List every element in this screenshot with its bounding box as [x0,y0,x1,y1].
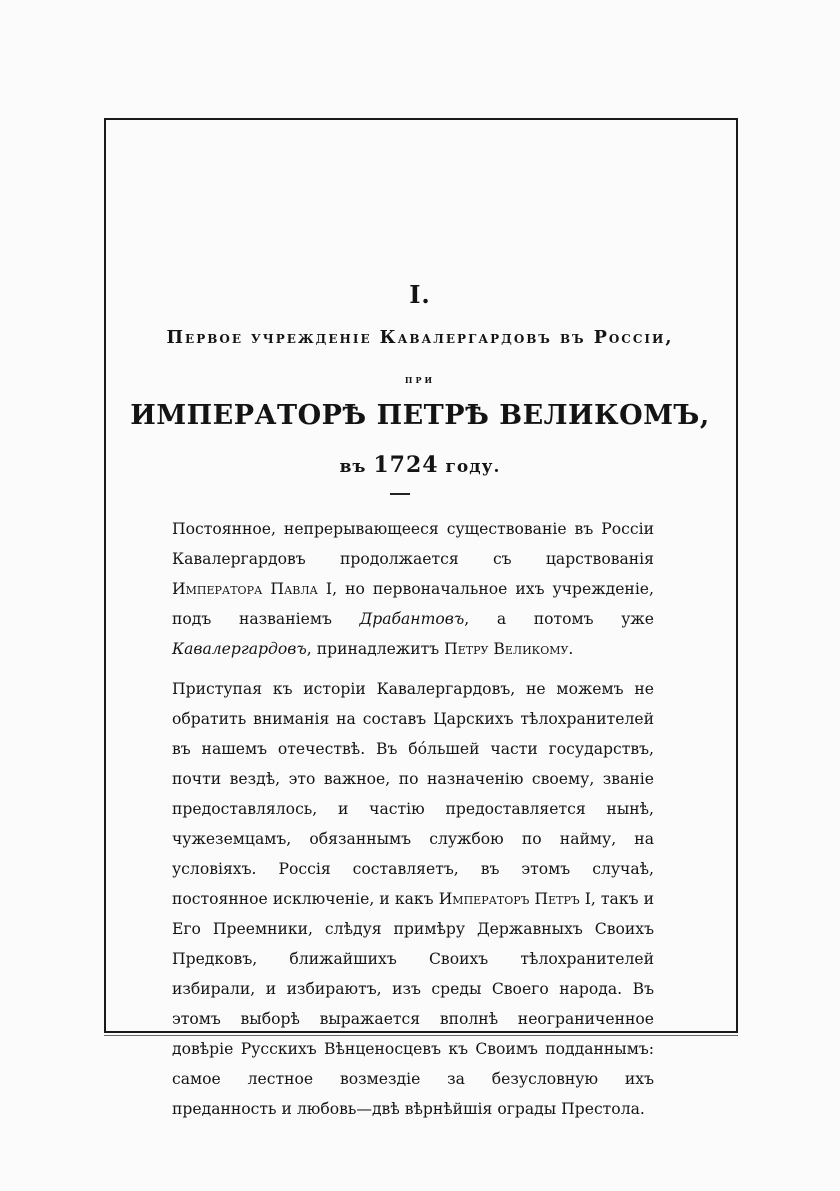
p1-s6: Кавалергардовъ [172,640,307,658]
p1-s3: I, но первоначальное ихъ учрежденіе, подъ названіемъ [172,580,654,628]
paragraph-1 [172,514,654,664]
chapter-title-line-4 [0,452,840,478]
chapter-title-line-3: ИМПЕРАТОРѢ ПЕТРѢ ВЕЛИКОМЪ, [130,400,710,431]
p1-s4: Драбантовъ [359,610,465,628]
p2-s1: Приступая къ исторіи Кавалергардовъ, не можемъ не обратить вниманія на составъ Царскихъ тѣлохранителей въ нашемъ отечествѣ. Въ бóльшей части государствъ, почти вездѣ, это важное, по назначенію своему, званіе предоставлялось, и частію предоставляется нынѣ, чужеземцамъ, обязаннымъ службою по найму, на условіяхъ. Россія составляетъ, въ этомъ случаѣ, постоянное исключеніе, и какъ [172,680,654,908]
paragraph-2 [172,674,654,1124]
p2-s2: Императоръ Петръ [438,890,580,908]
chapter-number: I. [409,280,431,309]
title-year-suffix: году. [438,457,501,477]
title-year-prefix: въ [339,457,374,477]
p1-s2: Императора Павла [172,580,318,598]
p1-s8: Петру Великому [444,640,569,658]
p1-s7: , принадлежитъ [306,640,445,658]
heading-dash [390,493,410,495]
title-year: 1724 [373,452,439,478]
chapter-title-line-1: Первое учрежденіе Кавалергардовъ въ Россіи, [166,328,674,348]
body-text [172,514,654,1124]
chapter-title-line-2: при [404,372,436,386]
p1-s1: Постоянное, непрерывающееся существованіе въ Россіи Кавалергардовъ продолжается съ царствованія [172,520,654,568]
p1-s5: , а потомъ уже [464,610,654,628]
p1-s9: . [568,640,574,658]
p2-s3: I, такъ и Его Преемники, слѣдуя примѣру Державныхъ Своихъ Предковъ, ближайшихъ Своихъ тѣлохранителей избирали, и избираютъ, изъ среды Своего народа. Въ этомъ выборѣ выражается вполнѣ неограниченное довѣріе Русскихъ Вѣнценосцевъ къ Своимъ подданнымъ: самое лестное возмездіе за безусловную ихъ преданность и любовь—двѣ вѣрнѣйшія ограды Престола. [172,890,654,1118]
